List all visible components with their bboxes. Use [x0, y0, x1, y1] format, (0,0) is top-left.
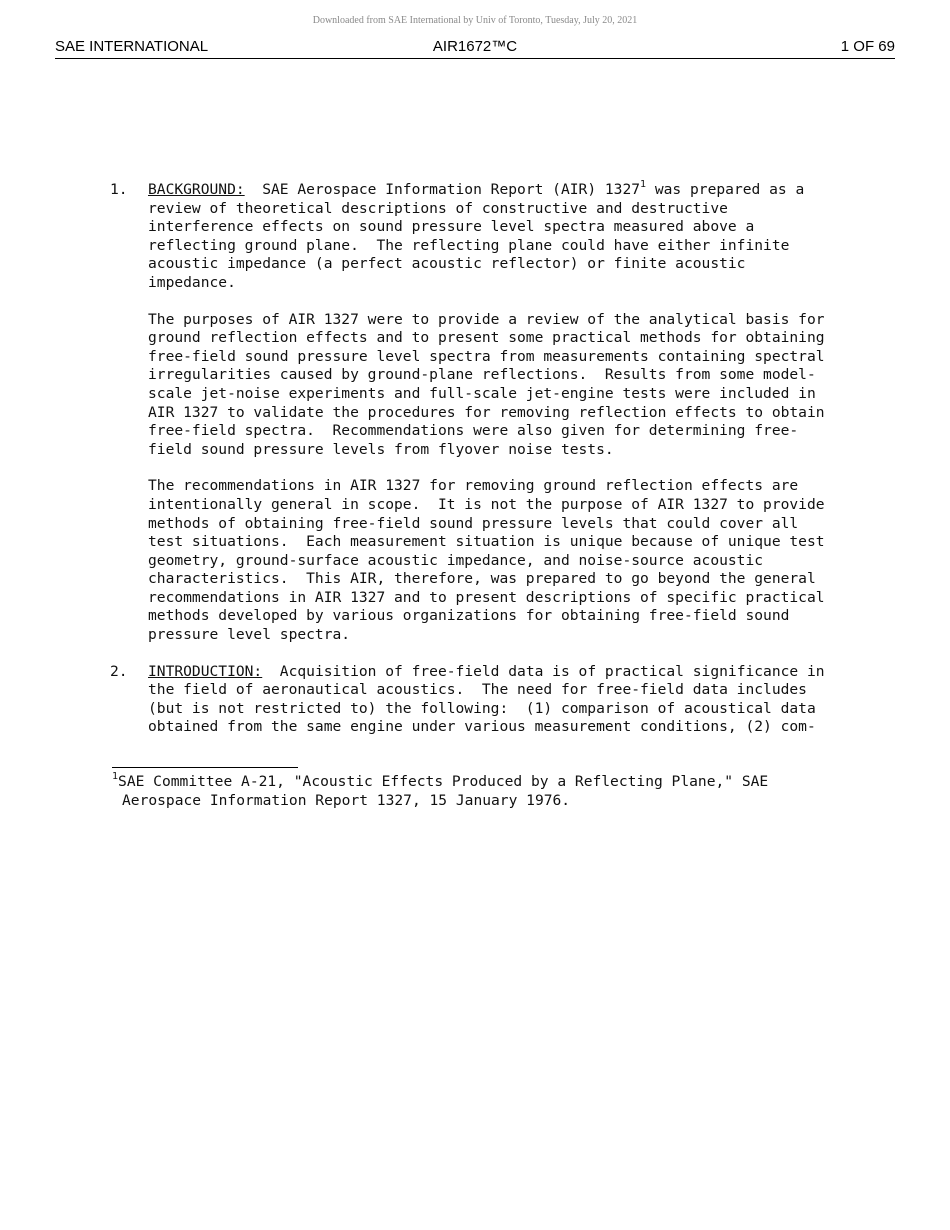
section-heading: BACKGROUND: [148, 181, 245, 198]
text-line: scale jet-noise experiments and full-scale jet-engine tests were included in [148, 384, 816, 402]
text-line: AIR 1327 to validate the procedures for removing reflection effects to obtain [148, 403, 825, 421]
text-line: ground reflection effects and to present some practical methods for obtaining [148, 329, 825, 347]
text-line: irregularities caused by ground-plane reflections. Results from some model- [148, 366, 816, 384]
text-line: The purposes of AIR 1327 were to provide a review of the analytical basis for [148, 310, 825, 328]
section-gap [110, 645, 870, 663]
page-number: 1 OF 69 [840, 38, 895, 55]
section-introduction [110, 663, 870, 737]
footnote-separator [112, 767, 298, 768]
text-run: SAE Aerospace Information Report (AIR) 1327 [244, 181, 641, 198]
paragraph-gap [148, 459, 870, 477]
document-number: AIR1672™C [432, 38, 518, 55]
text-line: geometry, ground-surface acoustic impedance, and noise-source acoustic [148, 551, 764, 569]
text-line: reflecting ground plane. The reflecting plane could have either infinite [148, 236, 790, 254]
footnote-text: SAE Committee A-21, "Acoustic Effects Produced by a Reflecting Plane," SAE [118, 773, 769, 790]
text-line: interference effects on sound pressure level spectra measured above a [148, 218, 755, 236]
footnote [112, 772, 872, 810]
section-number: 1. [110, 181, 128, 198]
text-line: recommendations in AIR 1327 and to present descriptions of specific practical [148, 588, 825, 606]
section-first-line [148, 181, 870, 200]
text-line: methods developed by various organizations for obtaining free-field sound [148, 607, 790, 625]
text-line: test situations. Each measurement situation is unique because of unique test [148, 533, 825, 551]
text-line: pressure level spectra. [148, 626, 351, 644]
section-first-line [148, 663, 870, 682]
text-line: methods of obtaining free-field sound pressure levels that could cover all [148, 514, 799, 532]
download-watermark: Downloaded from SAE International by Univ of Toronto, Tuesday, July 20, 2021 [312, 15, 638, 26]
paragraph-gap [148, 293, 870, 311]
text-line: intentionally general in scope. It is not the purpose of AIR 1327 to provide [148, 495, 825, 513]
section-content [148, 663, 870, 737]
section-background [110, 181, 870, 645]
text-line: free-field spectra. Recommendations were also given for determining free- [148, 422, 799, 440]
page-header [55, 38, 895, 59]
text-line: the field of aeronautical acoustics. The need for free-field data includes [148, 681, 807, 699]
text-line: field sound pressure levels from flyover noise tests. [148, 440, 614, 458]
document-body [110, 181, 870, 737]
footnote-marker: 1 [112, 771, 119, 783]
text-run: was prepared as a [646, 181, 805, 198]
footnote-line: Aerospace Information Report 1327, 15 January 1976. [122, 792, 571, 809]
footnote-reference: 1 [640, 179, 647, 191]
text-line: The recommendations in AIR 1327 for removing ground reflection effects are [148, 477, 799, 495]
text-run: Acquisition of free-field data is of practical significance in [262, 662, 825, 680]
text-line: free-field sound pressure level spectra from measurements containing spectral [148, 347, 825, 365]
text-line: impedance. [148, 273, 236, 291]
section-heading: INTRODUCTION: [148, 662, 263, 680]
section-content [148, 181, 870, 645]
text-line: obtained from the same engine under various measurement conditions, (2) com- [148, 718, 816, 736]
section-number: 2. [110, 662, 128, 680]
text-line: acoustic impedance (a perfect acoustic reflector) or finite acoustic [148, 255, 746, 273]
text-line: review of theoretical descriptions of constructive and destructive [148, 199, 728, 217]
publisher-name: SAE INTERNATIONAL [55, 38, 209, 55]
text-line: (but is not restricted to) the following: (1) comparison of acoustical data [148, 699, 816, 717]
text-line: characteristics. This AIR, therefore, was prepared to go beyond the general [148, 570, 816, 588]
footnote-line [112, 772, 872, 791]
